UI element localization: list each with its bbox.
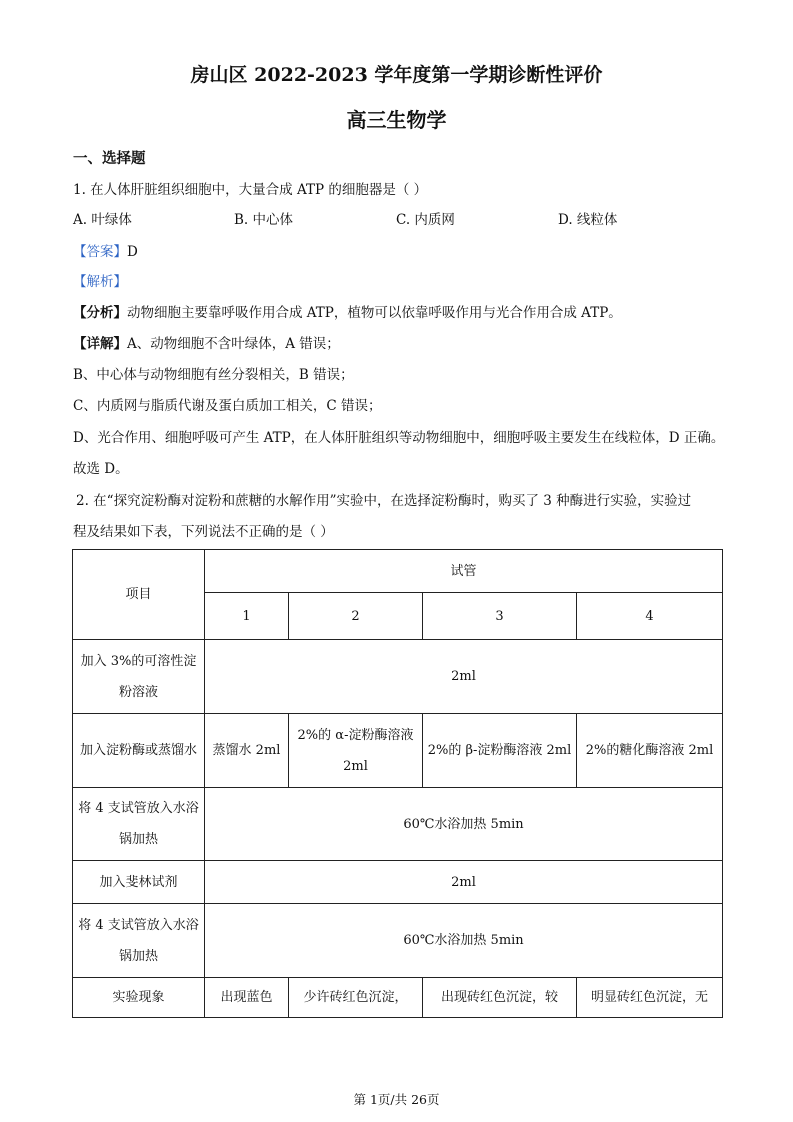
tube-number: 1 <box>205 593 289 640</box>
tube-number: 3 <box>423 593 577 640</box>
row-label: 实验现象 <box>73 978 205 1018</box>
row-value: 2ml <box>205 861 723 904</box>
row-cell: 2%的糖化酶溶液 2ml <box>577 714 723 788</box>
detail-line-5: 故选 D。 <box>73 461 129 477</box>
fenxi-text: 动物细胞主要靠呼吸作用合成 ATP，植物可以依靠呼吸作用与光合作用合成 ATP。 <box>127 305 622 321</box>
table-row <box>73 978 723 1018</box>
row-value: 60℃水浴加热 5min <box>205 788 723 861</box>
row-label: 加入斐林试剂 <box>73 861 205 904</box>
analysis-tag: 【解析】 <box>73 274 127 290</box>
q1-stem: 1. 在人体肝脏组织细胞中，大量合成 ATP 的细胞器是（ ） <box>73 182 428 198</box>
row-cell: 少许砖红色沉淀， <box>289 978 423 1018</box>
row-cell: 2%的 β-淀粉酶溶液 2ml <box>423 714 577 788</box>
page-subtitle: 高三生物学 <box>346 108 447 132</box>
table-row <box>73 861 723 904</box>
tube-number: 2 <box>289 593 423 640</box>
page-footer: 第 1页/共 26页 <box>353 1092 440 1107</box>
row-label: 加入淀粉酶或蒸馏水 <box>73 714 205 788</box>
detail-tag: 【详解】 <box>73 336 127 352</box>
answer-tag: 【答案】 <box>73 244 127 260</box>
row-cell: 蒸馏水 2ml <box>205 714 289 788</box>
page-title: 房山区 2022-2023 学年度第一学期诊断性评价 <box>190 64 603 86</box>
answer-value: D <box>127 244 138 260</box>
q2-stem-line1: 2. 在“探究淀粉酶对淀粉和蔗糖的水解作用”实验中，在选择淀粉酶时，购买了 3 种酶进行实验，实验过 <box>76 493 692 509</box>
section-title: 一、选择题 <box>73 150 146 167</box>
table-row <box>73 714 723 788</box>
fenxi-line <box>73 304 622 322</box>
row-cell: 出现砖红色沉淀，较 <box>423 978 577 1018</box>
row-label: 将 4 支试管放入水浴锅加热 <box>73 788 205 861</box>
q2-stem-line2: 程及结果如下表，下列说法不正确的是（ ） <box>73 524 334 540</box>
detail-line-1 <box>73 335 340 353</box>
row-cell: 出现蓝色 <box>205 978 289 1018</box>
answer-line <box>73 243 138 261</box>
table-header-item: 项目 <box>73 550 205 640</box>
row-value: 60℃水浴加热 5min <box>205 904 723 978</box>
row-cell: 明显砖红色沉淀，无 <box>577 978 723 1018</box>
q1-option-c: C. 内质网 <box>396 212 455 228</box>
tube-number: 4 <box>577 593 723 640</box>
analysis-line <box>73 273 127 291</box>
detail-line-4: D、光合作用、细胞呼吸可产生 ATP，在人体肝脏组织等动物细胞中，细胞呼吸主要发生在线粒体，D 正确。 <box>73 430 725 446</box>
fenxi-tag: 【分析】 <box>73 305 127 321</box>
q1-option-b: B. 中心体 <box>234 212 294 228</box>
experiment-table <box>72 549 723 1018</box>
table-row <box>73 904 723 978</box>
table-row <box>73 788 723 861</box>
detail-line-2: B、中心体与动物细胞有丝分裂相关，B 错误； <box>73 367 354 383</box>
row-cell: 2%的 α-淀粉酶溶液 2ml <box>289 714 423 788</box>
table-header-group: 试管 <box>205 550 723 593</box>
detail-text: A、动物细胞不含叶绿体，A 错误； <box>127 336 340 352</box>
q1-option-a: A. 叶绿体 <box>73 212 132 228</box>
row-label: 加入 3%的可溶性淀粉溶液 <box>73 640 205 714</box>
q1-option-d: D. 线粒体 <box>558 212 618 228</box>
row-value: 2ml <box>205 640 723 714</box>
row-label: 将 4 支试管放入水浴锅加热 <box>73 904 205 978</box>
table-row <box>73 640 723 714</box>
detail-line-3: C、内质网与脂质代谢及蛋白质加工相关，C 错误； <box>73 398 382 414</box>
